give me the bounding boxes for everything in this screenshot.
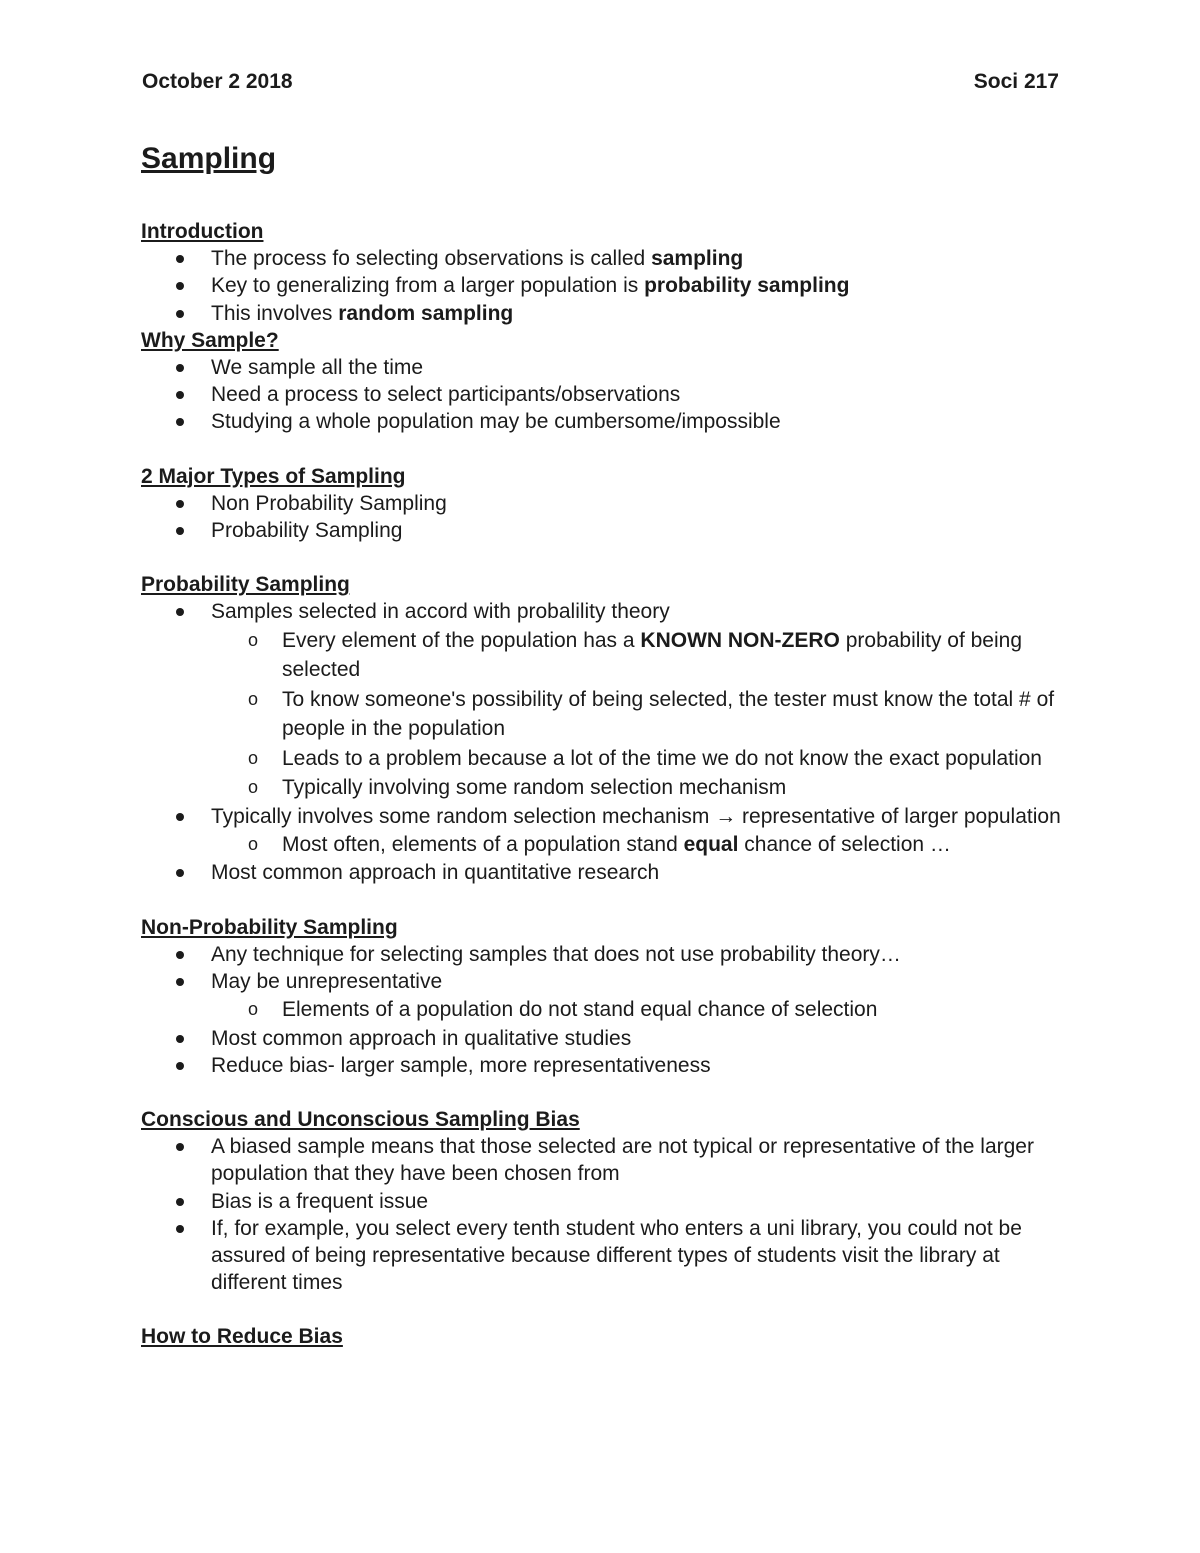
bullet-list <box>141 598 1061 886</box>
sub-bullet-icon: o <box>248 777 259 798</box>
bullet-icon <box>176 1198 184 1206</box>
sub-bullet-icon: o <box>248 833 259 854</box>
list-item: The process fo selecting observations is called sampling <box>141 245 1061 272</box>
sub-bullet-list <box>211 626 1061 803</box>
section-heading: Conscious and Unconscious Sampling Bias <box>141 1108 580 1132</box>
bullet-icon <box>176 1143 184 1151</box>
list-item: Studying a whole population may be cumbersome/impossible <box>141 408 1061 435</box>
sub-bullet-icon: o <box>248 999 259 1020</box>
list-item: A biased sample means that those selected are not typical or representative of the larger population that they have been chosen from <box>141 1133 1061 1187</box>
sub-bullet-icon: o <box>248 688 259 709</box>
sub-bullet-list <box>211 830 1061 860</box>
bullet-icon <box>176 418 184 426</box>
bullet-icon <box>176 869 184 877</box>
section-heading: Introduction <box>141 220 264 243</box>
bullet-icon <box>176 1035 184 1043</box>
header-date: October 2 2018 <box>142 70 293 93</box>
sub-list-item: o Typically involving some random selection mechanism <box>211 773 1061 803</box>
list-item: May be unrepresentative o Elements of a population do not stand equal chance of selection <box>141 968 1061 1025</box>
list-item: Any technique for selecting samples that does not use probability theory… <box>141 941 1061 968</box>
list-item: Bias is a frequent issue <box>141 1188 1061 1215</box>
sub-list-item: o Every element of the population has a KNOWN NON-ZERO probability of being selected <box>211 626 1061 685</box>
sub-list-item: o Elements of a population do not stand equal chance of selection <box>211 995 1061 1025</box>
list-item: Most common approach in qualitative studies <box>141 1025 1061 1052</box>
section-why-sample <box>141 327 1061 436</box>
sub-bullet-icon: o <box>248 629 259 650</box>
list-item: Key to generalizing from a larger population is probability sampling <box>141 272 1061 299</box>
section-non-probability-sampling <box>141 914 1061 1080</box>
section-heading: 2 Major Types of Sampling <box>141 464 406 488</box>
list-item: Need a process to select participants/observations <box>141 381 1061 408</box>
bullet-list <box>141 941 1061 1079</box>
list-item: Typically involves some random selection mechanism → representative of larger population o Most often, elements of a population stand equal chance of selection … <box>141 803 1061 860</box>
section-heading: Non-Probability Sampling <box>141 915 398 939</box>
list-item: Non Probability Sampling <box>141 490 1061 517</box>
section-probability-sampling <box>141 571 1061 886</box>
bullet-icon <box>176 500 184 508</box>
header-course: Soci 217 <box>973 70 1059 93</box>
list-item: Probability Sampling <box>141 517 1061 544</box>
section-heading: How to Reduce Bias <box>141 1325 343 1349</box>
bullet-list <box>141 245 1061 327</box>
list-item: Reduce bias- larger sample, more representativeness <box>141 1052 1061 1079</box>
sub-bullet-icon: o <box>248 747 259 768</box>
bullet-list <box>141 1133 1061 1296</box>
bullet-icon <box>176 255 184 263</box>
list-item: We sample all the time <box>141 354 1061 381</box>
bullet-icon <box>176 310 184 318</box>
bullet-icon <box>176 1062 184 1070</box>
list-item: Most common approach in quantitative research <box>141 859 1061 886</box>
list-item: Samples selected in accord with probalility theory o Every element of the population has a KNOWN NON-ZERO probability of being selected o To know someone's possibility of being selected, the tester must know the total # of people in the population o Leads to a problem because a lot of the time we do not know the exact population o Typically involving some random selection mechanism <box>141 598 1061 802</box>
bullet-icon <box>176 527 184 535</box>
list-item: If, for example, you select every tenth student who enters a uni library, you could not be assured of being representative because different types of students visit the library at different times <box>141 1215 1061 1297</box>
section-heading: Why Sample? <box>141 328 279 352</box>
section-reduce-bias <box>141 1323 1061 1350</box>
bullet-icon <box>176 391 184 399</box>
section-sampling-bias <box>141 1106 1061 1296</box>
bullet-icon <box>176 608 184 616</box>
bullet-icon <box>176 978 184 986</box>
bullet-icon <box>176 282 184 290</box>
bullet-list <box>141 354 1061 436</box>
sub-bullet-list <box>211 995 1061 1025</box>
page-header <box>142 70 1059 94</box>
section-major-types <box>141 463 1061 545</box>
list-item: This involves random sampling <box>141 300 1061 327</box>
page-title: Sampling <box>141 142 277 175</box>
sub-list-item: o Leads to a problem because a lot of the time we do not know the exact population <box>211 744 1061 774</box>
arrow-right-icon: → <box>715 804 737 828</box>
document-body <box>141 138 1061 1351</box>
bullet-icon <box>176 951 184 959</box>
bullet-list <box>141 490 1061 544</box>
sub-list-item: o To know someone's possibility of being selected, the tester must know the total # of people in the population <box>211 685 1061 744</box>
section-introduction <box>141 218 1061 327</box>
bullet-icon <box>176 813 184 821</box>
sub-list-item: o Most often, elements of a population stand equal chance of selection … <box>211 830 1061 860</box>
section-heading: Probability Sampling <box>141 573 350 597</box>
bullet-icon <box>176 1225 184 1233</box>
bullet-icon <box>176 364 184 372</box>
